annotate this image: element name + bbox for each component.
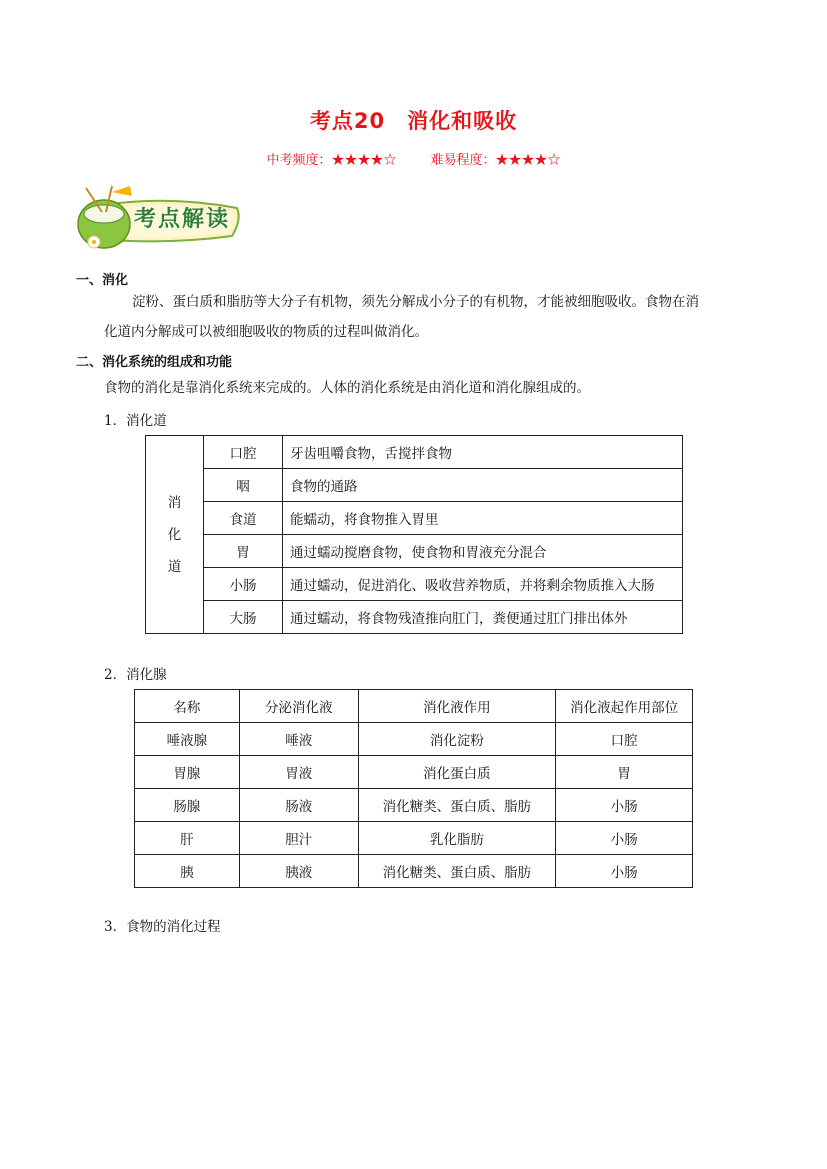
table-cell: 乳化脂肪 xyxy=(358,822,556,855)
function-cell: 通过蠕动，将食物残渣推向肛门，粪便通过肛门排出体外 xyxy=(283,601,683,634)
column-header: 分泌消化液 xyxy=(239,690,358,723)
organ-cell: 咽 xyxy=(204,469,283,502)
digestive-tract-table xyxy=(145,435,683,634)
table-cell: 胆汁 xyxy=(239,822,358,855)
table-cell: 小肠 xyxy=(556,822,693,855)
section-badge xyxy=(72,184,242,254)
badge-text: 考点解读 xyxy=(134,207,231,232)
side-label-char: 消 xyxy=(167,494,182,511)
organ-cell: 胃 xyxy=(204,535,283,568)
table-cell: 肠液 xyxy=(239,789,358,822)
organ-cell: 口腔 xyxy=(204,436,283,469)
table-row xyxy=(135,789,693,822)
page-title: 考点20 消化和吸收 xyxy=(309,109,518,133)
table-row xyxy=(146,469,683,502)
table-cell: 口腔 xyxy=(556,723,693,756)
table-cell: 消化蛋白质 xyxy=(358,756,556,789)
section-intro: 食物的消化是靠消化系统来完成的。人体的消化系统是由消化道和消化腺组成的。 xyxy=(104,380,590,396)
column-header: 消化液起作用部位 xyxy=(556,690,693,723)
organ-cell: 小肠 xyxy=(204,568,283,601)
table-cell: 胰液 xyxy=(239,855,358,888)
frequency-label: 中考频度： xyxy=(266,153,332,168)
table-header-row xyxy=(135,690,693,723)
difficulty-label: 难易程度： xyxy=(430,153,496,168)
side-label-char: 道 xyxy=(167,558,182,575)
paragraph-line: 淀粉、蛋白质和脂肪等大分子有机物，须先分解成小分子的有机物，才能被细胞吸收。食物在消 xyxy=(132,294,699,310)
section-heading-digestion: 一、消化 xyxy=(76,273,129,288)
table-cell: 消化淀粉 xyxy=(358,723,556,756)
column-header: 消化液作用 xyxy=(358,690,556,723)
table-cell: 胃液 xyxy=(239,756,358,789)
frequency-stars: ★★★★☆ xyxy=(331,153,397,168)
rating-row xyxy=(0,149,827,168)
table-cell: 小肠 xyxy=(556,789,693,822)
table-cell: 小肠 xyxy=(556,855,693,888)
table-row xyxy=(146,601,683,634)
organ-cell: 食道 xyxy=(204,502,283,535)
table-row xyxy=(146,535,683,568)
organ-cell: 大肠 xyxy=(204,601,283,634)
table-cell: 消化糖类、蛋白质、脂肪 xyxy=(358,789,556,822)
table-cell: 唾液腺 xyxy=(135,723,240,756)
table-cell: 胃腺 xyxy=(135,756,240,789)
section-heading-system: 二、消化系统的组成和功能 xyxy=(76,355,233,370)
table-cell: 肠腺 xyxy=(135,789,240,822)
table-row xyxy=(135,723,693,756)
subheading-glands: 2．消化腺 xyxy=(104,667,167,683)
table-row xyxy=(146,502,683,535)
table-cell: 胃 xyxy=(556,756,693,789)
table-cell: 消化糖类、蛋白质、脂肪 xyxy=(358,855,556,888)
paragraph-line: 化道内分解成可以被细胞吸收的物质的过程叫做消化。 xyxy=(104,324,428,340)
table-cell: 胰 xyxy=(135,855,240,888)
tract-side-label xyxy=(146,436,204,634)
function-cell: 能蠕动，将食物推入胃里 xyxy=(283,502,683,535)
table-cell: 唾液 xyxy=(239,723,358,756)
difficulty-stars: ★★★★☆ xyxy=(495,153,561,168)
subheading-process: 3．食物的消化过程 xyxy=(104,919,221,935)
subheading-tract: 1．消化道 xyxy=(104,413,167,429)
column-header: 名称 xyxy=(135,690,240,723)
function-cell: 通过蠕动搅磨食物，使食物和胃液充分混合 xyxy=(283,535,683,568)
function-cell: 食物的通路 xyxy=(283,469,683,502)
function-cell: 牙齿咀嚼食物，舌搅拌食物 xyxy=(283,436,683,469)
side-label-char: 化 xyxy=(167,526,182,543)
digestive-gland-table xyxy=(134,689,693,888)
table-row xyxy=(135,756,693,789)
table-row xyxy=(135,822,693,855)
table-row xyxy=(135,855,693,888)
table-row xyxy=(146,568,683,601)
table-cell: 肝 xyxy=(135,822,240,855)
function-cell: 通过蠕动，促进消化、吸收营养物质，并将剩余物质推入大肠 xyxy=(283,568,683,601)
table-row xyxy=(146,436,683,469)
